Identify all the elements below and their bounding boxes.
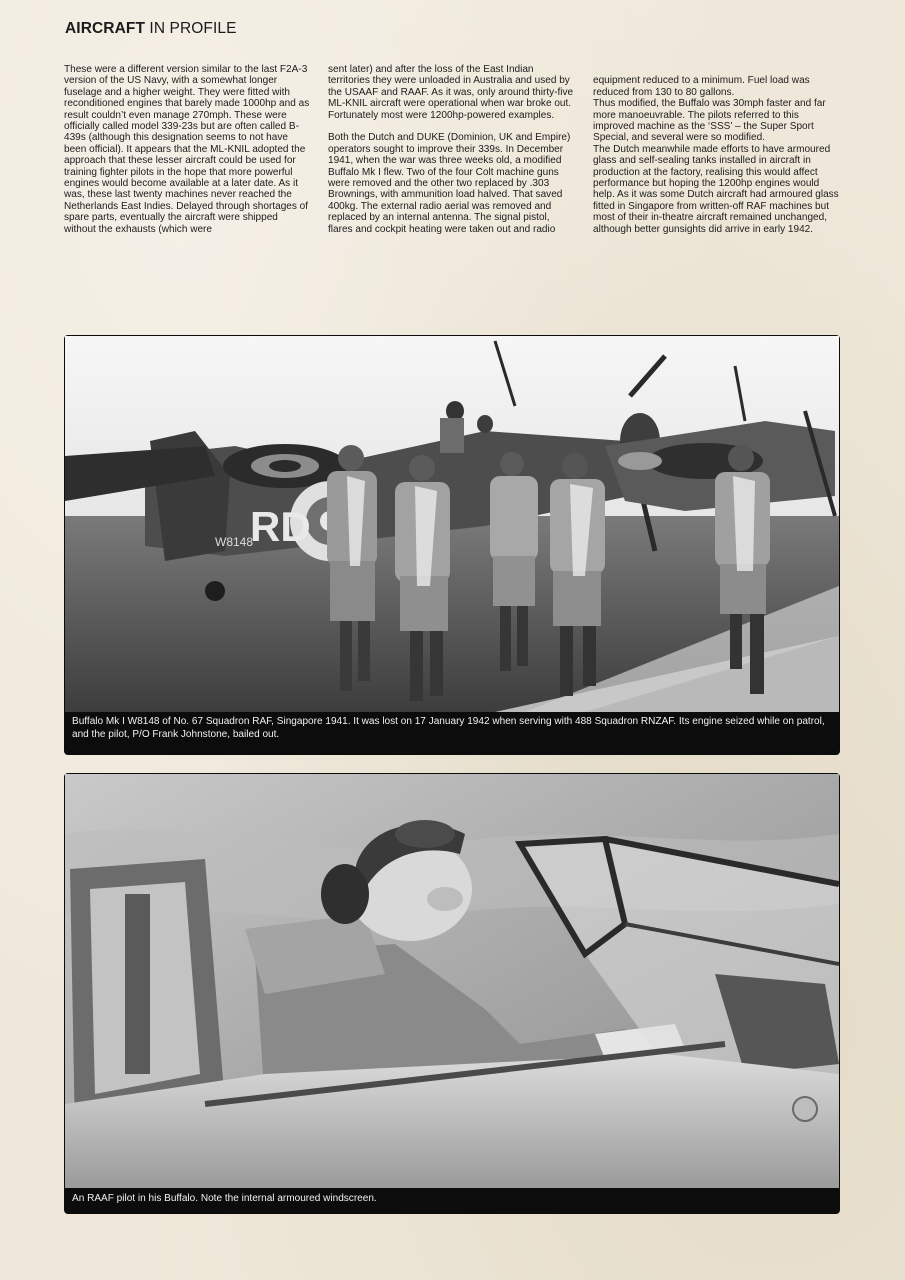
paragraph: sent later) and after the loss of the East Indian territories they were unloaded in Australia and used by the USAAF and RAAF. As it was, only around thirty-five ML-KNIL aircraft were operational when war broke out. Fortunately most were 1200hp-powered examples. — [328, 64, 574, 121]
aircraft-serial-marking: W8148 — [215, 535, 254, 549]
pilot-cockpit-image — [65, 774, 839, 1188]
header-section-suffix: IN PROFILE — [145, 20, 237, 37]
text-column-1 — [64, 64, 311, 235]
text-column-2 — [328, 64, 575, 235]
aircraft-code-marking: RD — [250, 503, 311, 550]
text-column-3 — [593, 64, 840, 247]
pilots-airfield-photo — [65, 336, 839, 712]
photo-figure-1 — [64, 335, 840, 755]
photo-caption: Buffalo Mk I W8148 of No. 67 Squadron RAF, Singapore 1941. It was lost on 17 January 1942 when serving with 488 Squadron RNZAF. Its engine seized while on patrol, and the pilot, P/O Frank Johnstone, bailed out. — [72, 716, 825, 740]
paragraph: These were a different version similar to the last F2A-3 version of the US Navy, with a somewhat longer fuselage and a higher weight. They were fitted with reconditioned engines that barely made 1000hp and as result couldn’t even manage 270mph. These were officially called model 339-23s but are often called B-439s (although this designation seems to not have been official). It appears that the ML-KNIL adopted the approach that these lesser aircraft could be used for training fighter pilots in the hope that more powerful engines would become available at a later date. As it was, these last twenty machines never reached the Netherlands East Indies. Delayed through shortages of spare parts, eventually the aircraft were shipped without the exhausts (which were — [64, 64, 310, 235]
pilots-airfield-image — [65, 336, 839, 712]
header-section-name: AIRCRAFT — [65, 20, 146, 37]
page-header — [65, 19, 237, 39]
paragraph: equipment reduced to a minimum. Fuel load was reduced from 130 to 80 gallons. Thus modified, the Buffalo was 30mph faster and far more manoeuvrable. The pilots referred to this improved machine as the ‘SSS’ – the Super Sport Special, and several were so modified. The Dutch meanwhile made efforts to have armoured glass and self-sealing tanks installed in aircraft in production at the factory, realising this would affect performance but hoping the 1200hp engines would help. As it was some Dutch aircraft had armoured glass fitted in Singapore from written-off RAF machines but most of their in-theatre aircraft remained unchanged, although better gunsights did arrive in early 1942. — [593, 75, 839, 235]
photo-caption: An RAAF pilot in his Buffalo. Note the internal armoured windscreen. — [72, 1193, 377, 1204]
pilot-cockpit-photo — [65, 774, 839, 1188]
paragraph: Both the Dutch and DUKE (Dominion, UK and Empire) operators sought to improve their 339s. In December 1941, when the war was three weeks old, a modified Buffalo Mk I flew. Two of the four Colt machine guns were removed and the other two replaced by .303 Brownings, with ammunition load halved. That saved 400kg. The external radio aerial was removed and replaced by an internal antenna. The signal pistol, flares and cockpit heating were taken out and radio — [328, 132, 571, 235]
photo-figure-2 — [64, 773, 840, 1214]
